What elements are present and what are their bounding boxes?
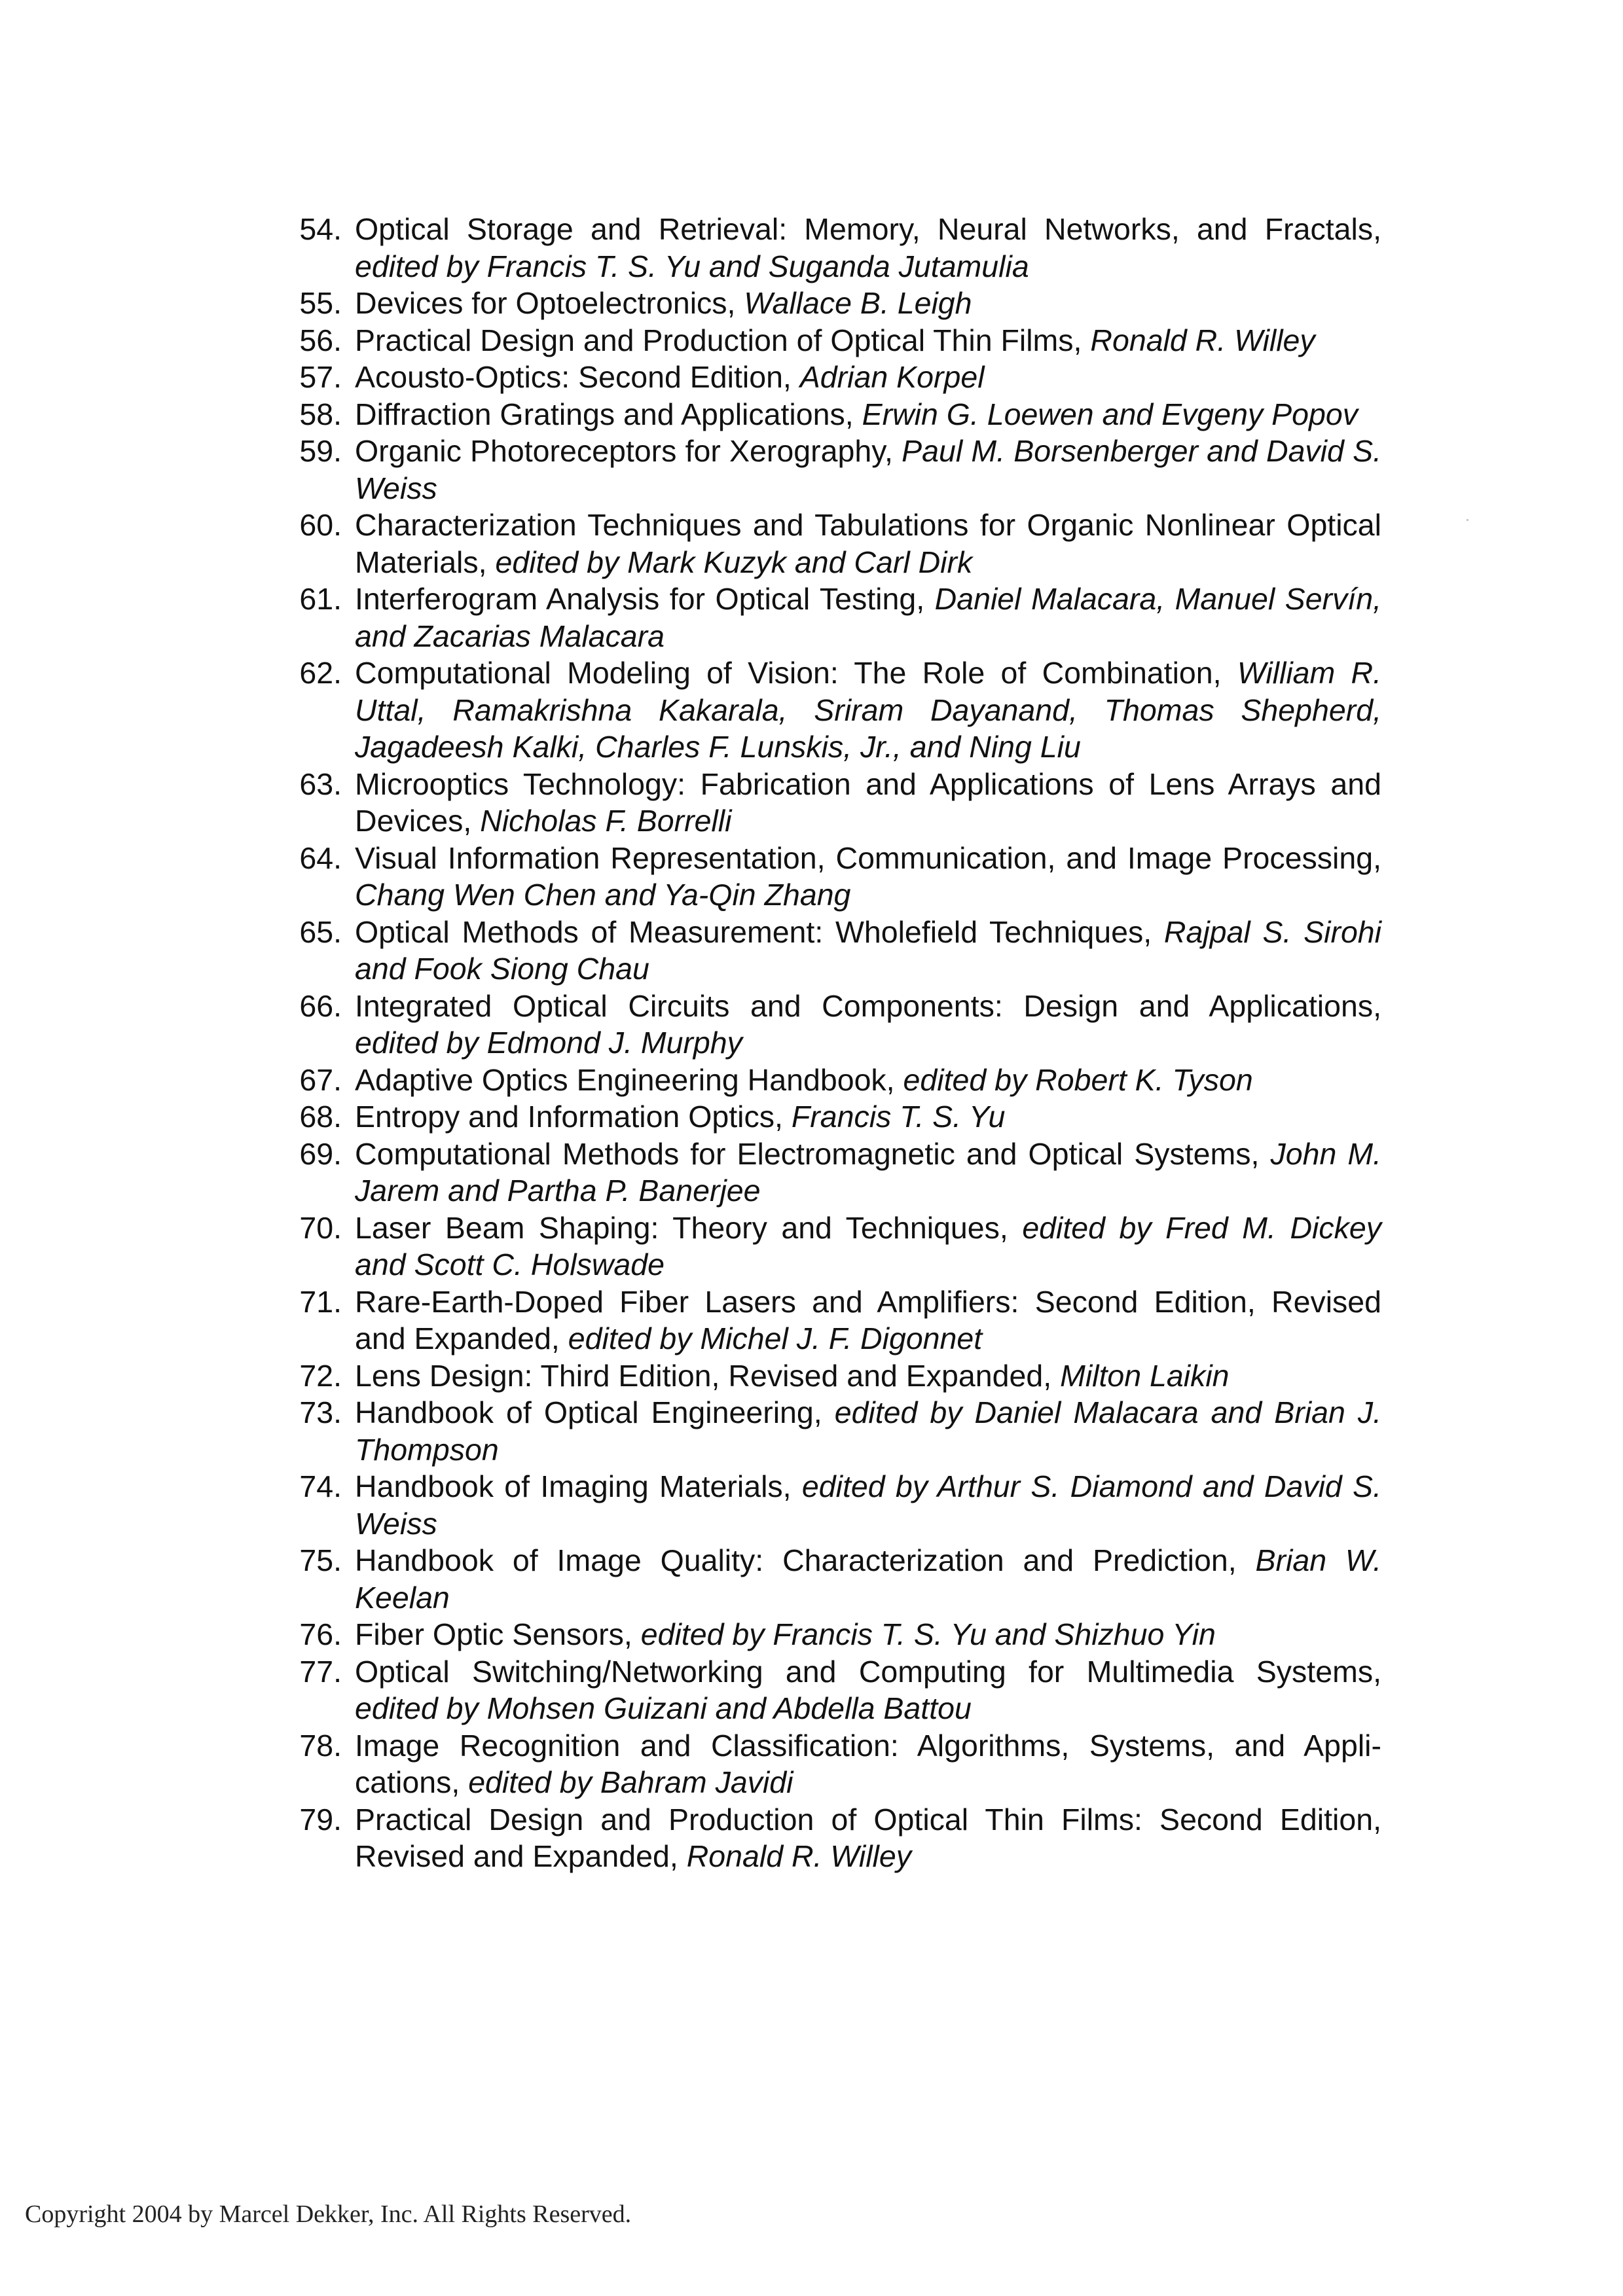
entry-number: 78.: [299, 1728, 342, 1763]
entry-author: Milton Laikin: [1060, 1358, 1230, 1393]
entry-title: Computational Methods for Electromagnetic and Optical Systems,: [355, 1136, 1260, 1171]
list-item: [282, 914, 1381, 988]
entry-title: Entropy and Information Optics,: [355, 1100, 783, 1134]
entry-number: 55.: [299, 286, 342, 320]
entry-title: Computational Modeling of Vision: The Role of Combination,: [355, 656, 1222, 690]
entry-author: edited by Robert K. Tyson: [903, 1062, 1253, 1097]
list-item: [282, 322, 1381, 359]
entry-number: 63.: [299, 766, 342, 801]
list-item: [282, 1801, 1381, 1875]
entry-author: William R. Uttal, Ramakrishna Kakarala, Sriram Dayanand, Thomas Shepherd, Jagadeesh Kalki, Charles F. Lunskis, Jr., and Ning Liu: [355, 656, 1382, 764]
list-item: [282, 1468, 1381, 1542]
list-item: [282, 766, 1381, 840]
entry-author: edited by Daniel Malacara and Brian J. Thompson: [355, 1395, 1381, 1467]
entry-title: Rare-Earth-Doped Fiber Lasers and Amplifiers: Second Edition, Revised and Expanded,: [355, 1284, 1381, 1355]
entry-title: Optical Switching/Networking and Computing for Multimedia Systems,: [355, 1654, 1381, 1689]
entry-number: 76.: [299, 1617, 342, 1651]
entry-number: 67.: [299, 1062, 342, 1097]
scan-speck: [1467, 519, 1468, 521]
entry-author: John M. Jarem and Partha P. Banerjee: [355, 1136, 1381, 1208]
entry-title: Image Recognition and Classification: Algorithms, Systems, and Applications,: [355, 1728, 1381, 1799]
entry-number: 71.: [299, 1284, 342, 1319]
list-item: [282, 1727, 1381, 1801]
entry-number: 61.: [299, 582, 342, 616]
entry-number: 77.: [299, 1654, 342, 1689]
list-item: [282, 507, 1381, 581]
entry-number: 75.: [299, 1543, 342, 1577]
entry-title: Adaptive Optics Engineering Handbook,: [355, 1062, 895, 1097]
list-item: [282, 655, 1381, 766]
entry-author: edited by Bahram Javidi: [468, 1765, 793, 1799]
entry-title: Handbook of Imaging Materials,: [355, 1469, 792, 1503]
entry-title: Lens Design: Third Edition, Revised and Expanded,: [355, 1358, 1052, 1393]
entry-title: Interferogram Analysis for Optical Testing,: [355, 582, 925, 616]
entry-author: Paul M. Borsenberger and David S. Weiss: [355, 434, 1382, 505]
entry-author: Chang Wen Chen and Ya-Qin Zhang: [355, 878, 851, 912]
entry-author: edited by Fred M. Dickey and Scott C. Holswade: [355, 1210, 1382, 1282]
entry-author: edited by Arthur S. Diamond and David S. Weiss: [355, 1469, 1381, 1541]
entry-author: Rajpal S. Sirohi and Fook Siong Chau: [355, 914, 1381, 986]
list-item: [282, 359, 1381, 396]
entry-author: Nicholas F. Borrelli: [480, 804, 732, 838]
entry-title: Integrated Optical Circuits and Components: Design and Applications,: [355, 988, 1381, 1023]
entry-number: 68.: [299, 1100, 342, 1134]
list-item: [282, 1616, 1381, 1653]
entry-author: edited by Francis T. S. Yu and Suganda Jutamulia: [355, 249, 1029, 283]
entry-title: Acousto-Optics: Second Edition,: [355, 360, 792, 394]
book-series-list: [282, 211, 1381, 1875]
list-item: [282, 285, 1381, 322]
list-item: [282, 1062, 1381, 1099]
entry-title: Laser Beam Shaping: Theory and Techniques,: [355, 1210, 1008, 1245]
entry-number: 70.: [299, 1210, 342, 1245]
list-item: [282, 1210, 1381, 1283]
entry-author: Erwin G. Loewen and Evgeny Popov: [862, 397, 1358, 431]
list-item: [282, 1098, 1381, 1136]
list-item: [282, 1653, 1381, 1727]
entry-number: 64.: [299, 840, 342, 875]
entry-number: 72.: [299, 1358, 342, 1393]
entry-author: Ronald R. Willey: [686, 1839, 911, 1873]
entry-number: 56.: [299, 323, 342, 357]
entry-number: 66.: [299, 988, 342, 1023]
entry-author: edited by Mark Kuzyk and Carl Dirk: [495, 545, 973, 579]
entry-number: 54.: [299, 212, 342, 246]
entry-number: 58.: [299, 397, 342, 431]
entry-title: Organic Photoreceptors for Xerography,: [355, 434, 893, 468]
entry-author: edited by Mohsen Guizani and Abdella Battou: [355, 1691, 972, 1725]
entry-author: Adrian Korpel: [799, 360, 985, 394]
entry-title: Characterization Techniques and Tabulations for Organic Nonlinear Optical Materials,: [355, 508, 1381, 579]
entry-title: Handbook of Image Quality: Characterization and Prediction,: [355, 1543, 1237, 1577]
entry-title: Handbook of Optical Engineering,: [355, 1395, 822, 1429]
list-item: [282, 433, 1381, 507]
entry-number: 73.: [299, 1395, 342, 1429]
entry-author: edited by Edmond J. Murphy: [355, 1026, 742, 1060]
entry-title: Visual Information Representation, Communication, and Image Processing,: [355, 840, 1381, 875]
list-item: [282, 1394, 1381, 1468]
entry-number: 60.: [299, 508, 342, 542]
list-item: [282, 1357, 1381, 1395]
list-item: [282, 1542, 1381, 1616]
entry-number: 59.: [299, 434, 342, 468]
entry-number: 65.: [299, 914, 342, 949]
entry-number: 62.: [299, 656, 342, 690]
entry-title: Fiber Optic Sensors,: [355, 1617, 632, 1651]
list-item: [282, 840, 1381, 914]
entry-title: Devices for Optoelectronics,: [355, 286, 736, 320]
entry-number: 79.: [299, 1802, 342, 1837]
entry-author: edited by Michel J. F. Digonnet: [568, 1321, 983, 1355]
entry-author: Ronald R. Willey: [1090, 323, 1315, 357]
entry-title: Practical Design and Production of Optical Thin Films: Second Edition, Revised and Expanded,: [355, 1802, 1381, 1873]
entry-author: Daniel Malacara, Manuel Servín, and Zacarias Malacara: [355, 582, 1381, 653]
entry-author: Brian W. Keelan: [355, 1543, 1381, 1615]
entry-title: Diffraction Gratings and Applications,: [355, 397, 854, 431]
entry-number: 57.: [299, 360, 342, 394]
entry-title: Microoptics Technology: Fabrication and Applications of Lens Arrays and Devices,: [355, 766, 1381, 838]
list-item: [282, 1136, 1381, 1210]
list-item: [282, 581, 1381, 655]
entry-author: Wallace B. Leigh: [744, 286, 972, 320]
entry-author: Francis T. S. Yu: [791, 1100, 1006, 1134]
list-item: [282, 211, 1381, 285]
entry-number: 69.: [299, 1136, 342, 1171]
list-item: [282, 988, 1381, 1062]
copyright-footer: Copyright 2004 by Marcel Dekker, Inc. All Rights Reserved.: [25, 2200, 632, 2228]
entry-title: Optical Methods of Measurement: Wholefield Techniques,: [355, 914, 1152, 949]
entry-title: Practical Design and Production of Optical Thin Films,: [355, 323, 1082, 357]
list-item: [282, 396, 1381, 433]
entry-number: 74.: [299, 1469, 342, 1503]
entry-author: edited by Francis T. S. Yu and Shizhuo Yin: [640, 1617, 1216, 1651]
entry-title: Optical Storage and Retrieval: Memory, Neural Networks, and Fractals,: [355, 212, 1381, 246]
list-item: [282, 1283, 1381, 1357]
